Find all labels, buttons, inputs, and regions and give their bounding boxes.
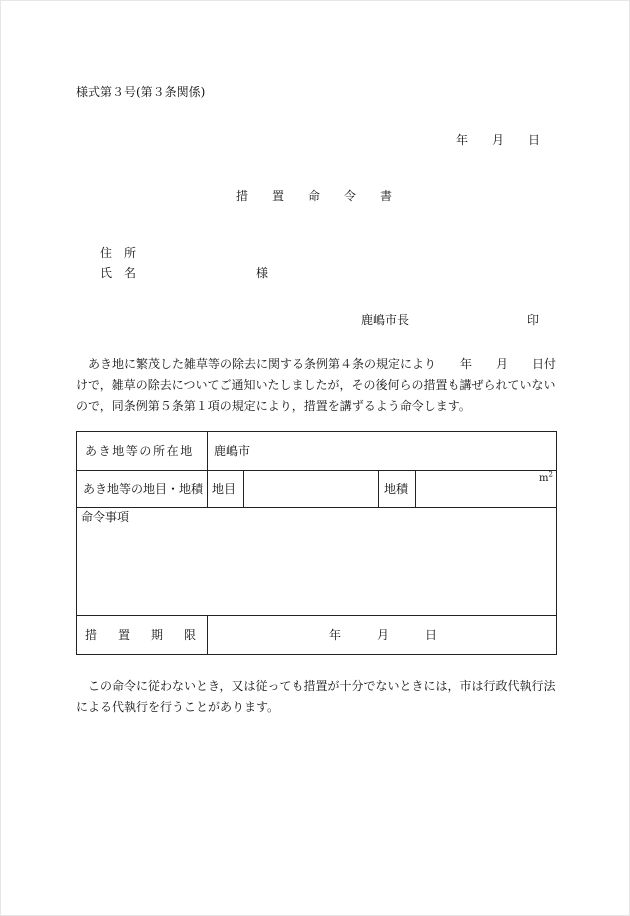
- form-number: 様式第３号(第３条関係): [76, 85, 206, 99]
- footer-line-1: この命令に従わないとき，又は従っても措置が十分でないときには，市は行政代執行法: [88, 679, 556, 693]
- body-line-2: けで，雑草の除去についてご通知いたしましたが，その後何らの措置も講ぜられていない: [76, 378, 556, 392]
- seal-mark: 印: [527, 313, 540, 327]
- deadline-date: 年 月 日: [329, 628, 438, 642]
- title-char: 令: [344, 189, 357, 203]
- order-table: [76, 431, 557, 655]
- body-line-3: ので，同条例第５条第１項の規定により，措置を講ずるよう命令します。: [76, 399, 471, 413]
- title-char: 命: [308, 189, 321, 203]
- table-rule: [378, 470, 379, 508]
- name-label: 氏 名: [100, 266, 137, 280]
- date-month: 月: [492, 133, 505, 147]
- title-char: 書: [380, 189, 393, 203]
- title-char: 措: [236, 189, 249, 203]
- deadline-label: 措 置 期 限: [85, 628, 197, 642]
- table-rule: [207, 432, 208, 508]
- footer-line-2: による代執行を行うことがあります。: [76, 700, 280, 714]
- date-day: 日: [528, 133, 541, 147]
- honorific: 様: [256, 266, 269, 280]
- address-label: 住 所: [100, 246, 137, 260]
- body-line-1: あき地に繁茂した雑草等の除去に関する条例第４条の規定により 年 月 日付: [88, 357, 557, 371]
- table-rule: [207, 615, 208, 654]
- order-items-label: 命令事項: [81, 510, 130, 524]
- location-label: あき地等の所在地: [85, 444, 194, 458]
- table-rule: [415, 470, 416, 508]
- category-area-label: あき地等の地目・地積: [83, 482, 204, 496]
- area-label: 地積: [384, 482, 409, 496]
- table-rule: [77, 507, 556, 508]
- issue-date: [456, 132, 546, 148]
- area-unit: $m^2$: [539, 470, 553, 484]
- issuer-name: 鹿嶋市長: [361, 313, 410, 327]
- document-title: [236, 188, 396, 204]
- title-char: 置: [272, 189, 285, 203]
- table-rule: [243, 470, 244, 508]
- table-rule: [77, 615, 556, 616]
- category-label: 地目: [212, 482, 237, 496]
- table-rule: [77, 470, 556, 471]
- location-value: 鹿嶋市: [214, 444, 251, 458]
- date-year: 年: [456, 133, 469, 147]
